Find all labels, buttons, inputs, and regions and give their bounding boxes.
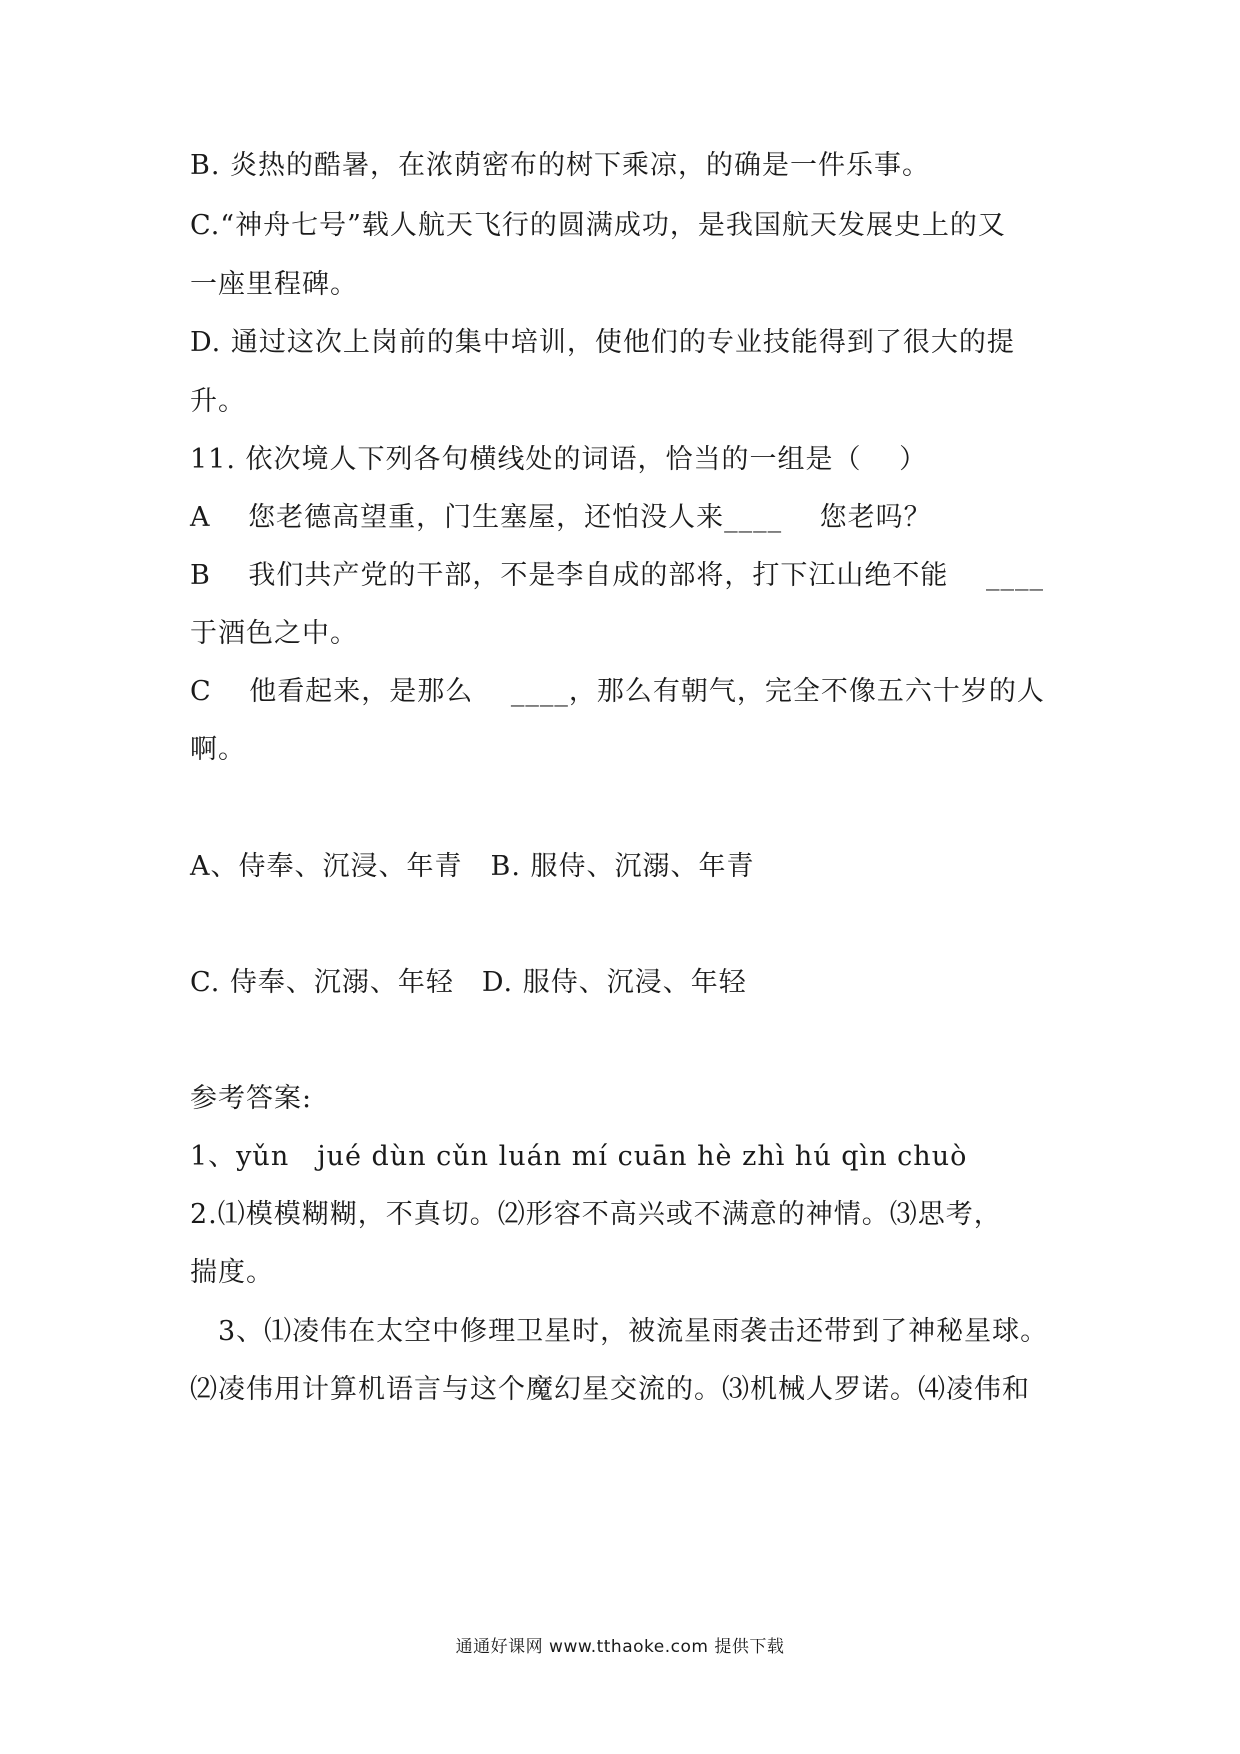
question-11-sentence-c-2: 啊。 bbox=[190, 734, 246, 765]
answer-3-line-2: ⑵凌伟用计算机语言与这个魔幻星交流的。⑶机械人罗诺。⑷凌伟和 bbox=[190, 1374, 1030, 1405]
question-11-choices-cd: C. 侍奉、沉溺、年轻 D. 服侍、沉浸、年轻 bbox=[190, 967, 747, 998]
answer-1-pinyin: 1、yǔn jué dùn cǔn luán mí cuān hè zhì hú qìn chuò bbox=[190, 1141, 968, 1172]
question-11-sentence-b-1: B 我们共产党的干部，不是李自成的部将，打下江山绝不能 ____ bbox=[190, 560, 1045, 591]
option-c-line-1: C.“神舟七号”载人航天飞行的圆满成功，是我国航天发展史上的又 bbox=[190, 210, 1006, 241]
answer-2-line-1: 2.⑴模模糊糊，不真切。⑵形容不高兴或不满意的神情。⑶思考， bbox=[190, 1199, 1002, 1230]
option-d-line-1: D. 通过这次上岗前的集中培训，使他们的专业技能得到了很大的提 bbox=[190, 327, 1015, 358]
option-c-line-2: 一座里程碑。 bbox=[190, 269, 358, 300]
question-11-sentence-b-2: 于酒色之中。 bbox=[190, 618, 358, 649]
option-b-line: B. 炎热的酷暑，在浓荫密布的树下乘凉，的确是一件乐事。 bbox=[190, 150, 931, 181]
question-11-sentence-a: A 您老德高望重，门生塞屋，还怕没人来____ 您老吗？ bbox=[190, 502, 932, 533]
question-11-title: 11. 依次境人下列各句横线处的词语，恰当的一组是（ ） bbox=[190, 444, 928, 475]
question-11-choices-ab: A、侍奉、沉浸、年青 B. 服侍、沉溺、年青 bbox=[190, 851, 755, 882]
option-d-line-2: 升。 bbox=[190, 386, 246, 417]
answer-2-line-2: 揣度。 bbox=[190, 1257, 274, 1288]
answer-3-line-1: 3、⑴凌伟在太空中修理卫星时，被流星雨袭击还带到了神秘星球。 bbox=[190, 1316, 1049, 1347]
page-footer: 通通好课网 www.tthaoke.com 提供下载 bbox=[455, 1637, 785, 1657]
question-11-sentence-c-1: C 他看起来，是那么 ____，那么有朝气，完全不像五六十岁的人 bbox=[190, 676, 1045, 707]
answers-heading: 参考答案: bbox=[190, 1083, 313, 1114]
